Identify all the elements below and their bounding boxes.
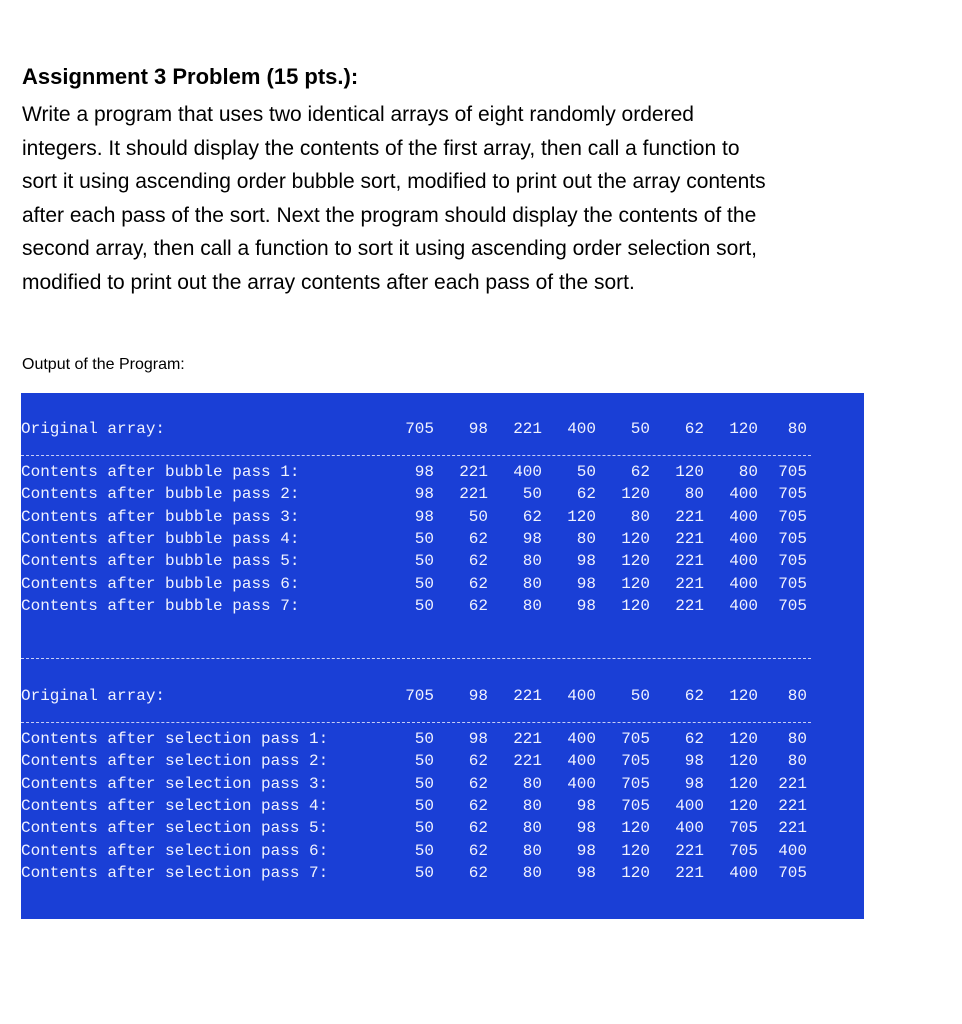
array-value: 120 (621, 529, 650, 548)
array-value: 50 (414, 796, 434, 815)
array-value: 50 (414, 596, 434, 615)
array-value: 221 (675, 596, 704, 615)
array-value: 98 (522, 529, 542, 548)
array-value: 50 (522, 485, 542, 504)
selection-pass-row (21, 840, 864, 862)
array-value: 400 (729, 574, 758, 593)
selection-pass-row (21, 862, 864, 884)
row-label: Contents after bubble pass 5: (21, 552, 300, 571)
array-value: 62 (468, 841, 488, 860)
array-value: 62 (468, 863, 488, 882)
array-value: 50 (414, 774, 434, 793)
array-value: 705 (621, 752, 650, 771)
array-value: 221 (513, 687, 542, 705)
array-value: 221 (675, 507, 704, 526)
array-value: 62 (468, 596, 488, 615)
array-value: 80 (522, 552, 542, 571)
array-value: 98 (468, 687, 488, 705)
array-value: 98 (576, 819, 596, 838)
array-value: 400 (729, 863, 758, 882)
problem-line: after each pass of the sort. Next the program should display the contents of the (22, 203, 757, 227)
array-value: 705 (778, 863, 807, 882)
array-value: 120 (729, 774, 758, 793)
array-value: 221 (513, 752, 542, 771)
array-value: 98 (414, 463, 434, 481)
row-label: Original array: (21, 687, 166, 705)
problem-line: Write a program that uses two identical arrays of eight randomly ordered (22, 103, 694, 126)
bubble-pass-row (21, 483, 864, 505)
array-value: 400 (675, 796, 704, 815)
array-value: 221 (675, 529, 704, 548)
array-value: 80 (738, 463, 758, 481)
array-value: 80 (522, 774, 542, 793)
array-value: 400 (567, 752, 596, 771)
array-value: 98 (576, 596, 596, 615)
section-divider-rule (21, 658, 811, 659)
array-value: 120 (729, 420, 758, 438)
array-value: 705 (778, 507, 807, 526)
array-value: 400 (567, 687, 596, 705)
separator-rule (21, 455, 811, 456)
bubble-pass-row (21, 461, 864, 483)
selection-pass-row (21, 795, 864, 817)
array-value: 80 (684, 485, 704, 504)
console-bottom-dashed-rule (24, 916, 362, 918)
array-value: 50 (414, 863, 434, 882)
array-value: 221 (675, 574, 704, 593)
array-value: 80 (576, 529, 596, 548)
row-label: Contents after bubble pass 7: (21, 596, 300, 615)
array-value: 705 (621, 730, 650, 748)
array-value: 98 (576, 552, 596, 571)
array-value: 120 (675, 463, 704, 481)
array-value: 120 (621, 596, 650, 615)
array-value: 705 (405, 687, 434, 705)
row-label: Contents after selection pass 3: (21, 774, 329, 793)
array-value: 50 (414, 552, 434, 571)
array-value: 705 (621, 796, 650, 815)
array-value: 98 (576, 863, 596, 882)
row-label: Contents after selection pass 2: (21, 752, 329, 771)
array-value: 400 (729, 507, 758, 526)
problem-line: second array, then call a function to sort it using ascending order selection sort, (22, 237, 758, 261)
array-value: 400 (729, 596, 758, 615)
array-value: 400 (729, 529, 758, 548)
array-value: 221 (675, 863, 704, 882)
array-value: 50 (414, 819, 434, 838)
row-label: Contents after bubble pass 1: (21, 463, 300, 481)
array-value: 120 (621, 485, 650, 504)
row-label: Contents after bubble pass 3: (21, 507, 300, 526)
array-value: 705 (778, 574, 807, 593)
array-value: 98 (468, 420, 488, 438)
array-value: 120 (621, 552, 650, 571)
array-value: 120 (729, 730, 758, 748)
console-output (21, 393, 864, 919)
array-value: 80 (787, 687, 807, 705)
array-value: 98 (414, 485, 434, 504)
array-value: 221 (675, 552, 704, 571)
row-label: Contents after bubble pass 2: (21, 485, 300, 504)
array-value: 120 (621, 574, 650, 593)
array-value: 98 (684, 752, 704, 771)
array-value: 80 (522, 819, 542, 838)
row-label: Contents after selection pass 7: (21, 863, 329, 882)
array-value: 221 (778, 796, 807, 815)
array-value: 80 (522, 596, 542, 615)
array-value: 400 (729, 552, 758, 571)
array-value: 400 (778, 841, 807, 860)
original-array-row (21, 685, 864, 707)
array-value: 120 (621, 863, 650, 882)
array-value: 50 (630, 420, 650, 438)
array-value: 400 (729, 485, 758, 504)
array-value: 221 (459, 485, 488, 504)
array-value: 62 (522, 507, 542, 526)
output-label: Output of the Program: (22, 356, 185, 373)
array-value: 80 (787, 420, 807, 438)
array-value: 50 (414, 752, 434, 771)
array-value: 80 (522, 841, 542, 860)
array-value: 705 (405, 420, 434, 438)
bubble-pass-row (21, 595, 864, 617)
array-value: 80 (522, 863, 542, 882)
problem-line: sort it using ascending order bubble sort, modified to print out the array contents (22, 170, 766, 194)
assignment-heading: Assignment 3 Problem (15 pts.): (22, 64, 359, 89)
row-label: Contents after bubble pass 6: (21, 574, 300, 593)
row-label: Contents after selection pass 6: (21, 841, 329, 860)
array-value: 62 (684, 687, 704, 705)
array-value: 221 (459, 463, 488, 481)
array-value: 50 (414, 529, 434, 548)
array-value: 120 (567, 507, 596, 526)
array-value: 80 (522, 574, 542, 593)
array-value: 98 (576, 796, 596, 815)
array-value: 62 (468, 529, 488, 548)
array-value: 221 (778, 819, 807, 838)
array-value: 400 (567, 774, 596, 793)
array-value: 62 (468, 552, 488, 571)
array-value: 50 (468, 507, 488, 526)
array-value: 98 (684, 774, 704, 793)
array-value: 62 (684, 420, 704, 438)
array-value: 80 (522, 796, 542, 815)
array-value: 80 (630, 507, 650, 526)
array-value: 120 (621, 841, 650, 860)
bubble-pass-row (21, 528, 864, 550)
array-value: 80 (787, 752, 807, 771)
array-value: 705 (778, 596, 807, 615)
array-value: 98 (468, 730, 488, 748)
array-value: 120 (729, 796, 758, 815)
row-label: Contents after selection pass 5: (21, 819, 329, 838)
array-value: 400 (675, 819, 704, 838)
array-value: 705 (778, 463, 807, 481)
array-value: 705 (729, 819, 758, 838)
array-value: 62 (576, 485, 596, 504)
array-value: 705 (778, 485, 807, 504)
array-value: 705 (778, 529, 807, 548)
selection-pass-row (21, 728, 864, 750)
row-label: Original array: (21, 420, 166, 438)
array-value: 98 (576, 841, 596, 860)
array-value: 98 (414, 507, 434, 526)
selection-pass-row (21, 773, 864, 795)
original-array-row (21, 418, 864, 440)
array-value: 80 (787, 730, 807, 748)
array-value: 62 (468, 819, 488, 838)
array-value: 120 (729, 687, 758, 705)
array-value: 221 (513, 730, 542, 748)
array-value: 400 (513, 463, 542, 481)
array-value: 98 (576, 574, 596, 593)
bubble-pass-row (21, 550, 864, 572)
array-value: 62 (468, 574, 488, 593)
array-value: 705 (621, 774, 650, 793)
array-value: 62 (684, 730, 704, 748)
array-value: 62 (468, 752, 488, 771)
selection-pass-row (21, 817, 864, 839)
selection-pass-row (21, 750, 864, 772)
separator-rule (21, 722, 811, 723)
array-value: 400 (567, 730, 596, 748)
array-value: 50 (630, 687, 650, 705)
array-value: 221 (778, 774, 807, 793)
array-value: 120 (729, 752, 758, 771)
array-value: 50 (414, 730, 434, 748)
array-value: 50 (576, 463, 596, 481)
array-value: 705 (729, 841, 758, 860)
array-value: 705 (778, 552, 807, 571)
array-value: 50 (414, 574, 434, 593)
array-value: 62 (468, 774, 488, 793)
row-label: Contents after selection pass 4: (21, 796, 329, 815)
row-label: Contents after selection pass 1: (21, 730, 329, 748)
array-value: 62 (468, 796, 488, 815)
array-value: 120 (621, 819, 650, 838)
array-value: 221 (675, 841, 704, 860)
array-value: 50 (414, 841, 434, 860)
bubble-pass-row (21, 506, 864, 528)
problem-line: integers. It should display the contents of the first array, then call a function to (22, 136, 740, 160)
array-value: 221 (513, 420, 542, 438)
problem-line: modified to print out the array contents after each pass of the sort. (22, 270, 635, 294)
problem-statement (22, 98, 902, 300)
array-value: 62 (630, 463, 650, 481)
row-label: Contents after bubble pass 4: (21, 529, 300, 548)
bubble-pass-row (21, 573, 864, 595)
array-value: 400 (567, 420, 596, 438)
